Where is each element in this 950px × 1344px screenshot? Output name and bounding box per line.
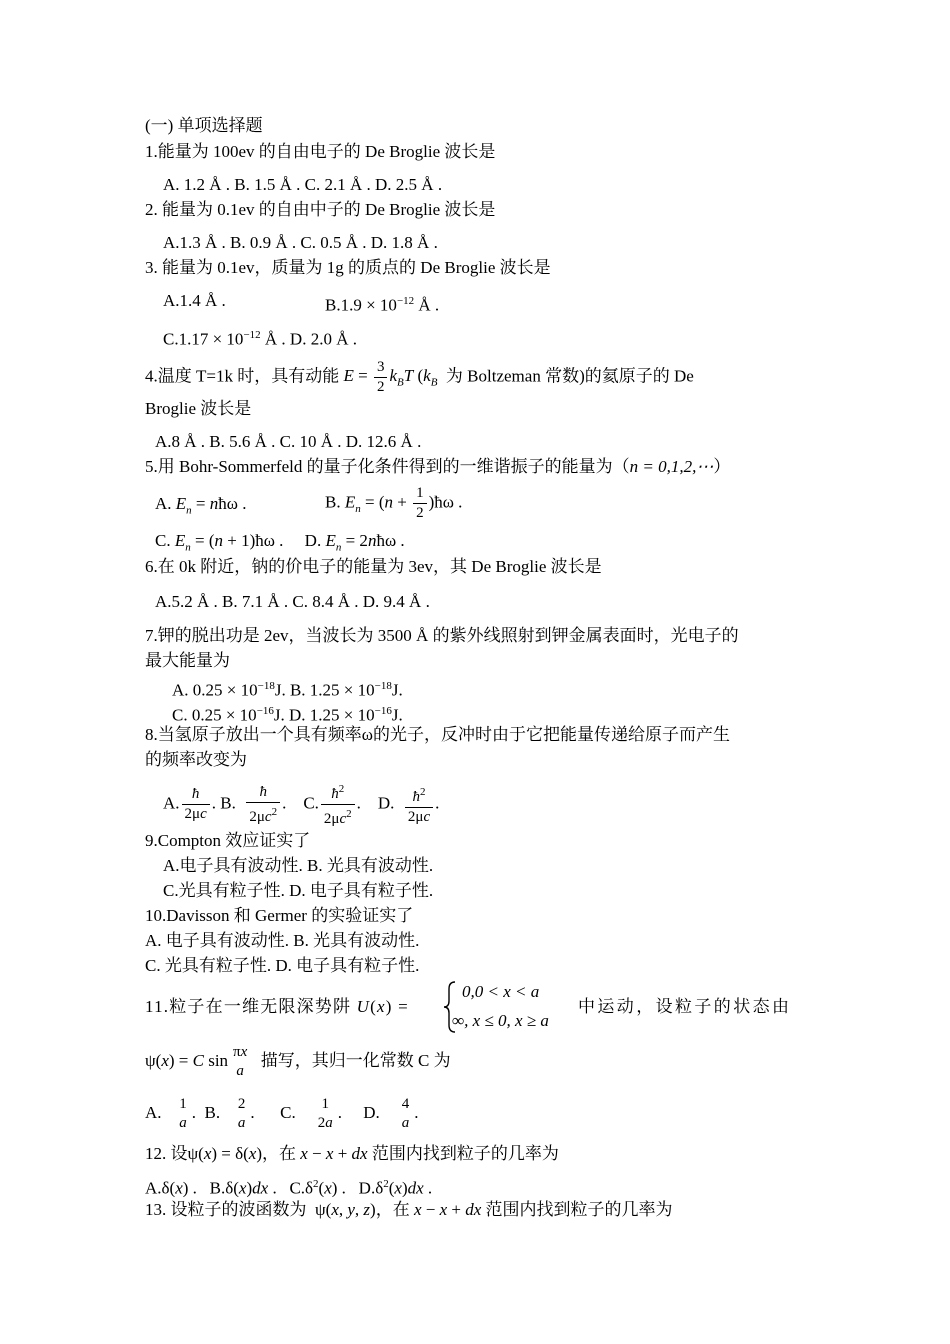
question-5-option-a: A. $E_n$ = nħω . [155, 494, 247, 517]
question-5-stem: 5.用 Bohr-Sommerfeld 的量子化条件得到的一维谐振子的能量为（n = 0,1,2,⋯） [145, 457, 731, 476]
question-8-stem-line2: 的频率改变为 [145, 750, 247, 769]
question-8-options: A. $\frac{ħ}{2\mu c}$ . B. $\frac{ħ}{2\mu c^2}$ . C. $\frac{ħ^2}{2\mu c^2}$ . D. $\frac{ħ^2}{2\mu c}$ . [163, 780, 439, 829]
question-4-stem: 4.温度 T=1k 时，具有动能 E = $\frac{3}{2}$ $k_BT$ ($k_B$ 为 Boltzeman 常数)的氦原子的 De [145, 359, 694, 395]
question-8-stem: 8.当氢原子放出一个具有频率ω的光子，反冲时由于它把能量传递给原子而产生 [145, 725, 730, 744]
question-10-options-cd: C. 光具有粒子性. D. 电子具有粒子性. [145, 956, 420, 975]
question-7-stem-line2: 最大能量为 [145, 651, 230, 670]
question-9-options-ab: A.电子具有波动性. B. 光具有波动性. [163, 856, 434, 875]
question-3-options-cd: $C.1.17 \times 10^{-12}$ Å . D. 2.0 Å . [163, 329, 357, 349]
question-1-options: A. 1.2 Å . B. 1.5 Å . C. 2.1 Å . D. 2.5 Å . [163, 175, 443, 194]
potential-case-2: ∞, x ≤ 0, x ≥ a [452, 1011, 549, 1030]
question-11-stem-suffix: 中运动，设粒子的状态由 [578, 997, 792, 1016]
question-12-options: A.δ(x) . B.δ(x)dx . $C.\delta^2(x)$ . $D.\delta^2(x)dx$ . [145, 1178, 433, 1198]
potential-case-1: 0,0 < x < a [462, 982, 540, 1001]
question-4-options: A.8 Å . B. 5.6 Å . C. 10 Å . D. 12.6 Å . [155, 432, 422, 451]
question-12-stem: 12. 设ψ(x) = δ(x)，在 x − x + dx 范围内找到粒子的几率为 [145, 1144, 559, 1163]
question-2-stem: 2. 能量为 0.1ev 的自由中子的 De Broglie 波长是 [145, 200, 496, 219]
question-1-stem: 1.能量为 100ev 的自由电子的 De Broglie 波长是 [145, 142, 496, 161]
question-6-options: A.5.2 Å . B. 7.1 Å . C. 8.4 Å . D. 9.4 Å . [155, 592, 430, 611]
question-3-option-a: A.1.4 Å . [163, 291, 226, 310]
question-11-stem-line2: ψ(x) = C sin πx a 描写，其归一化常数 C 为 [145, 1044, 451, 1080]
kinetic-energy-formula: E = $\frac{3}{2}$ $k_BT$ ($k_B$ [343, 359, 438, 395]
question-2-options: A.1.3 Å . B. 0.9 Å . C. 0.5 Å . D. 1.8 Å . [163, 233, 438, 252]
question-5-options-cd: C. $E_n = (n$ + 1)ħω . D. $E_n$ = 2nħω . [155, 531, 405, 554]
question-3-option-b: $B.1.9 \times 10^{-12}$ Å . [325, 295, 440, 315]
question-7-options-cd: C. $0.25 \times 10^{-16}J$. D. $1.25 \times 10^{-16}J$. [172, 705, 403, 725]
question-4-stem-line2: Broglie 波长是 [145, 399, 252, 418]
question-3-stem: 3. 能量为 0.1ev，质量为 1g 的质点的 De Broglie 波长是 [145, 258, 551, 277]
question-10-options-ab: A. 电子具有波动性. B. 光具有波动性. [145, 931, 420, 950]
question-5-option-b: B. $E_n = (n$ + $\frac{1}{2}$ )ħω . [325, 485, 463, 521]
section-title: (一) 单项选择题 [145, 116, 263, 135]
question-11-stem: 11.粒子在一维无限深势阱 U(x) = [145, 997, 409, 1016]
question-7-options-ab: A. $0.25 \times 10^{-18}J$. B. $1.25 \times 10^{-18}J$. [172, 680, 403, 700]
question-7-stem: 7.钾的脱出功是 2ev，当波长为 3500 Å 的紫外线照射到钾金属表面时，光电子的 [145, 626, 739, 645]
question-9-options-cd: C.光具有粒子性. D. 电子具有粒子性. [163, 881, 434, 900]
question-10-stem: 10.Davisson 和 Germer 的实验证实了 [145, 906, 414, 925]
question-6-stem: 6.在 0k 附近，钠的价电子的能量为 3ev，其 De Broglie 波长是 [145, 557, 602, 576]
question-9-stem: 9.Compton 效应证实了 [145, 831, 311, 850]
question-11-options: A. 1 a . B. 2 a . C. 1 2a . D. 4 a . [145, 1096, 419, 1132]
question-13-stem: 13. 设粒子的波函数为 ψ(x, y, z)，在 x − x + dx 范围内找到粒子的几率为 [145, 1200, 673, 1219]
